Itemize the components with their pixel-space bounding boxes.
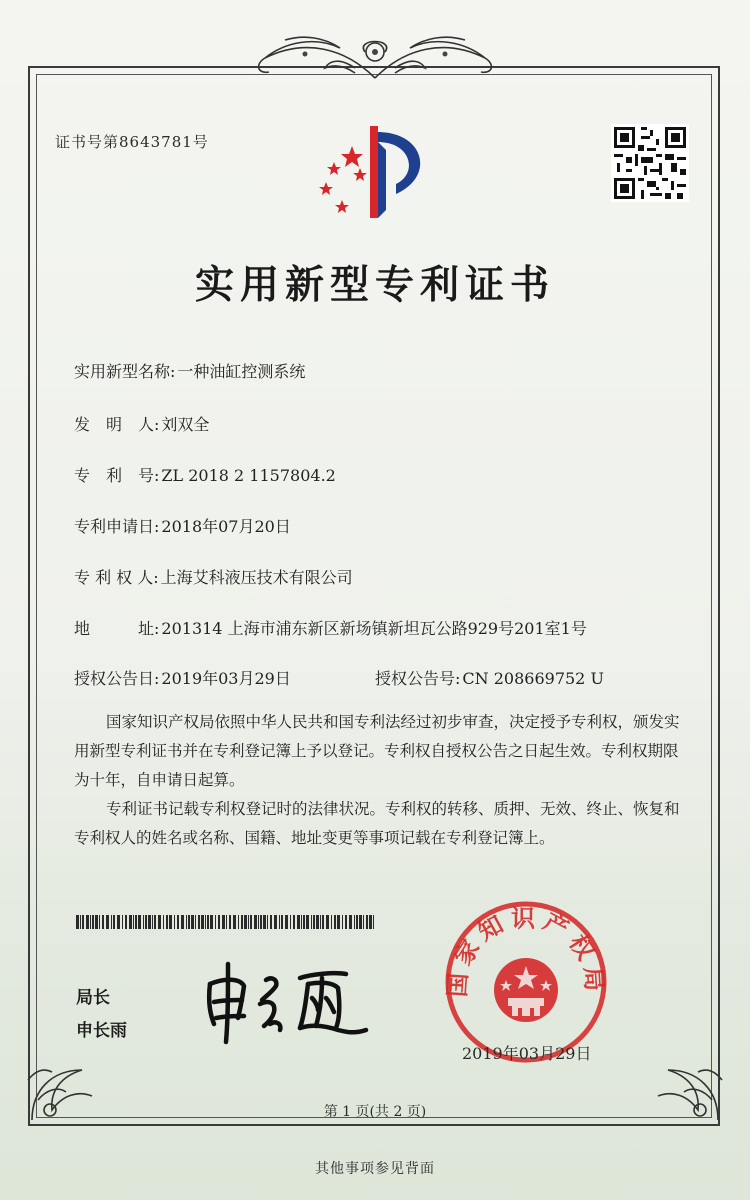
certificate-number: 证书号第8643781号 [55,133,209,151]
grant-date-value: 2019年03月29日 [161,669,291,688]
body-paragraph-2: 专利证书记载专利权登记时的法律状况。专利权的转移、质押、无效、终止、恢复和专利权人的姓名或名称、国籍、地址变更等事项记载在专利登记簿上。 [74,800,680,847]
body-paragraph-1: 国家知识产权局依照中华人民共和国专利法经过初步审查，决定授予专利权，颁发实用新型专利证书并在专利登记簿上予以登记。专利权自授权公告之日起生效。专利权期限为十年，自申请日起算。 [74,713,680,789]
inventor-value: 刘双全 [161,415,210,434]
filing-date-label: 专利申请日: [74,517,160,536]
grant-number-value: CN 208669752 U [462,669,604,688]
patent-number-label: 专 利 号: [74,466,160,485]
grant-date-label: 授权公告日: [74,669,160,688]
address-value: 201314 上海市浦东新区新场镇新坦瓦公路929号201室1号 [161,619,587,638]
utility-model-name-value: 一种油缸控测系统 [177,362,306,381]
seal-text: 国家知识产权局 [443,904,609,998]
footer-note: 其他事项参见背面 [315,1161,435,1177]
utility-model-name-label: 实用新型名称: [74,362,176,381]
patent-emblem-icon [312,120,440,224]
director-title: 局长 [76,988,110,1008]
grant-number-row [375,666,604,689]
director-name: 申长雨 [76,1021,127,1041]
filing-date-value: 2018年07月20日 [161,517,291,536]
body-text [74,708,684,853]
address-row [74,616,587,639]
patent-number-row [74,463,336,486]
utility-model-name-row [74,359,305,382]
seal-date: 2019年03月29日 [462,1044,592,1063]
page-number: 第 1 页(共 2 页) [323,1104,427,1120]
top-ornament [245,28,505,86]
certificate-title: 实用新型专利证书 [194,263,555,308]
handwritten-signature [196,954,386,1046]
patent-number-value: ZL 2018 2 1157804.2 [161,466,336,485]
patentee-label: 专 利 权 人: [74,568,159,587]
filing-date-row [74,514,291,537]
inventor-row [74,412,209,435]
address-label: 地 址: [74,619,160,638]
grant-number-label: 授权公告号: [375,669,461,688]
grant-date-row [74,666,291,689]
inventor-label: 发 明 人: [74,415,160,434]
barcode-strip [76,915,376,929]
patentee-row [74,565,353,588]
patentee-value: 上海艾科液压技术有限公司 [160,568,353,587]
qr-code-icon [611,124,689,202]
